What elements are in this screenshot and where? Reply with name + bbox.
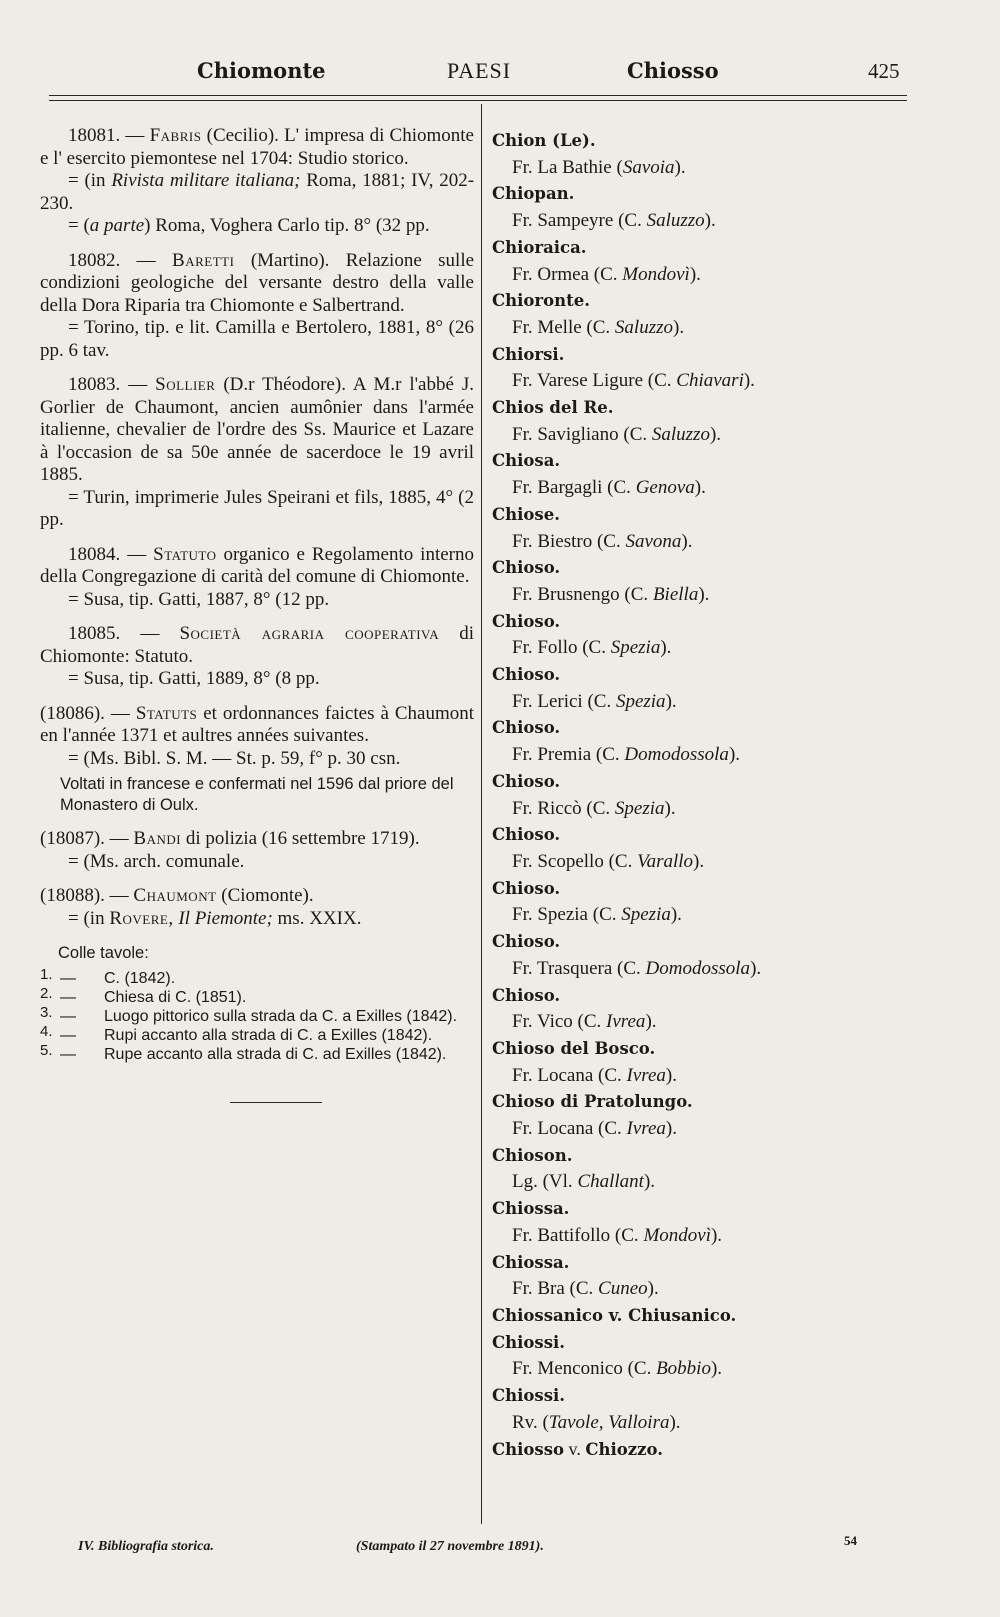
location-text: Fr. Varese Ligure (C. [512, 370, 677, 392]
plate-item: 5. — Rupe accanto alla strada di C. ad Exilles (1842). [40, 1041, 447, 1063]
location-text: Fr. Biestro (C. [512, 530, 626, 552]
location-text: Fr. Savigliano (C. [512, 423, 652, 445]
entry-text: (D.r Théodore). A M.r l'abbé J. Gorlier de Chaumont, ancien aumônier dans l'armée italienne, chevalier de l'ordre des Ss. Maurice et Lazare à l'occasion de sa 50e année de sacerdoce le 19 avril 1885. [40, 374, 474, 485]
gazetteer-location [492, 689, 912, 716]
location-text: Fr. Scopello (C. [512, 850, 638, 872]
location-close: ). [750, 957, 762, 979]
gazetteer-location [492, 1356, 912, 1383]
plate-number: 5. [40, 1041, 53, 1059]
bib-entry-18084 [40, 544, 474, 612]
location-region: Spezia [610, 637, 661, 659]
gazetteer-cross-reference [492, 1436, 912, 1464]
plate-item: 4. — Rupi accanto alla strada di C. a Exilles (1842). [40, 1022, 433, 1044]
location-text: Fr. Locana (C. [512, 1064, 627, 1086]
location-region: Biella [652, 583, 699, 605]
location-region: Savoia [622, 156, 675, 178]
bib-entry-18081 [40, 125, 474, 238]
location-region: Domodossola [624, 744, 729, 766]
entry-pub-details: Roma, 1881; IV, 202-230. [40, 170, 475, 214]
location-text: Fr. Battifollo (C. [512, 1224, 644, 1246]
entry-number: (18086). — [40, 702, 130, 724]
location-text: Fr. Locana (C. [512, 1118, 627, 1140]
location-region: Saluzzo [614, 316, 673, 338]
location-close: ). [710, 1224, 723, 1246]
plate-text: Rupe accanto alla strada di C. ad Exilles (1842). [104, 1045, 447, 1063]
entry-number: 18085. — [68, 623, 160, 644]
location-close: ). [674, 156, 686, 178]
entry-publication: = (Ms. arch. comunale. [68, 850, 245, 872]
gazetteer-location [492, 635, 912, 662]
location-close: ). [665, 1064, 677, 1086]
location-text: Fr. Bargagli (C. [512, 477, 636, 499]
location-close: ). [694, 477, 706, 499]
gazetteer-heading: Chioso. [492, 985, 561, 1005]
location-close: ). [689, 263, 701, 285]
location-region: Chiavari [676, 370, 744, 392]
location-region: Varallo [637, 850, 694, 872]
plate-number: 4. [40, 1022, 53, 1040]
gazetteer-heading: Chiossa. [492, 1252, 570, 1272]
gazetteer-heading: Chioson. [492, 1145, 573, 1165]
bib-entry-18083 [40, 374, 474, 532]
plate-text: C. (1842). [104, 969, 176, 987]
gazetteer-location [492, 582, 912, 609]
entry-number: (18088). — [40, 885, 129, 906]
location-close: ). [660, 637, 672, 659]
entry-pub-prefix: = (in [68, 170, 106, 191]
cross-ref-see: v. [564, 1439, 586, 1460]
bib-entry-18082 [40, 250, 474, 363]
entry-author: Bandi [133, 828, 182, 849]
plate-item: 3. — Luogo pittorico sulla strada da C. a Exilles (1842). [40, 1003, 458, 1025]
entry-pub-italic: a parte [89, 215, 145, 236]
location-region: Mondovì [622, 263, 690, 285]
entry-number: 18084. — [68, 543, 147, 565]
entry-author: Baretti [172, 249, 235, 271]
gazetteer-heading: Chioso. [492, 718, 561, 738]
bib-entry-18086 [40, 703, 474, 771]
entry-author: Statuto [153, 543, 217, 565]
entry-text: (Cecilio). L' impresa di Chiomonte e l' esercito piemontese nel 1704: Studio storico. [40, 125, 474, 169]
location-region: Spezia [621, 904, 671, 926]
gazetteer-location [492, 155, 912, 182]
gazetteer-location [492, 1169, 912, 1196]
plate-item: 1. — C. (1842). [40, 965, 176, 987]
gazetteer-location [492, 1009, 912, 1036]
entry-text: di polizia (16 settembre 1719). [185, 828, 420, 849]
gazetteer-location [492, 422, 912, 449]
header-rule-thick [49, 95, 907, 96]
location-region: Genova [635, 477, 695, 499]
entry-text: organico e Regolamento interno della Congregazione di carità del comune di Chiomonte. [40, 543, 474, 587]
entry-pub-author: Rovere, [109, 907, 174, 929]
gazetteer-heading: Chiossi. [492, 1332, 565, 1352]
location-region: Spezia [615, 690, 666, 712]
entry-pub-journal: Rivista militare italiana; [111, 170, 301, 191]
gazetteer-heading: Chiorsi. [492, 344, 565, 364]
entry-author: Società agraria cooperativa [179, 623, 440, 644]
footer-sheet-number: 54 [844, 1533, 857, 1548]
location-region: Saluzzo [651, 423, 710, 445]
location-text: Fr. Brusnengo (C. [512, 583, 653, 605]
location-text: Fr. Premia (C. [512, 744, 625, 766]
location-region: Bobbio [656, 1358, 711, 1380]
entry-author: Statuts [135, 702, 198, 724]
location-region: Cuneo [598, 1278, 648, 1300]
entry-pub-prefix: = ( [68, 215, 90, 236]
running-head-left: Chiomonte [197, 58, 326, 83]
gazetteer-location [492, 315, 912, 342]
entry-number: 18083. — [68, 374, 148, 395]
column-divider [481, 104, 482, 1524]
location-text: Fr. Sampeyre (C. [512, 210, 647, 232]
gazetteer-heading: Chios del Re. [492, 398, 614, 418]
end-rule [230, 1102, 322, 1103]
location-text: Fr. Vico (C. [512, 1011, 607, 1033]
header-rule-thin [49, 100, 907, 101]
entry-text: et ordonnances faictes à Chaumont en l'année 1371 et aultres années suivantes. [40, 702, 474, 746]
location-region: Ivrea [626, 1118, 666, 1140]
gazetteer-heading: Chioso. [492, 771, 561, 791]
location-text: Rv. ( [512, 1411, 549, 1433]
gazetteer-heading: Chiosa. [492, 451, 561, 471]
location-close: ). [665, 690, 677, 712]
gazetteer-heading: Chioso. [492, 665, 561, 685]
location-text: Fr. Menconico (C. [512, 1358, 657, 1380]
running-head-right: Chiosso [627, 58, 719, 83]
entry-author: Fabris [149, 125, 202, 146]
gazetteer-heading: Chiossi. [492, 1386, 565, 1406]
entry-number: 18081. — [68, 125, 145, 146]
gazetteer-heading: Chioso di Pratolungo. [492, 1092, 693, 1112]
gazetteer-location [492, 1223, 912, 1250]
plate-text: Rupi accanto alla strada di C. a Exilles (1842). [104, 1026, 433, 1044]
gazetteer-location [492, 796, 912, 823]
left-column [40, 125, 474, 1103]
cross-ref-from: Chiosso [492, 1440, 564, 1460]
location-region: Tavole, Valloira [548, 1411, 670, 1433]
location-region: Domodossola [645, 957, 751, 979]
location-text: Fr. Spezia (C. [512, 904, 622, 926]
location-text: Fr. Melle (C. [512, 316, 615, 338]
location-region: Ivrea [626, 1064, 666, 1086]
entry-number: 18082. — [68, 249, 156, 271]
location-text: Fr. Follo (C. [512, 637, 611, 659]
gazetteer-heading: Chiopan. [492, 184, 575, 204]
location-region: Saluzzo [646, 210, 705, 232]
entry-publication: = Susa, tip. Gatti, 1887, 8° (12 pp. [68, 588, 330, 610]
location-close: ). [669, 1411, 681, 1433]
plate-number: 2. [40, 984, 53, 1002]
location-region: Challant [577, 1171, 644, 1193]
location-close: ). [647, 1278, 659, 1300]
gazetteer-heading: Chioso del Bosco. [492, 1038, 656, 1058]
gazetteer-location [492, 1116, 912, 1143]
plate-number: 1. [40, 965, 53, 983]
entry-publication: = Torino, tip. e lit. Camilla e Bertolero, 1881, 8° (26 pp. 6 tav. [40, 317, 474, 361]
location-close: ). [698, 583, 710, 605]
right-column [492, 128, 912, 1464]
gazetteer-location [492, 956, 912, 983]
location-region: Savona [625, 530, 682, 552]
location-text: Fr. Bra (C. [512, 1278, 599, 1300]
entry-text: di Chiomonte: Statuto. [40, 623, 475, 667]
gazetteer-heading: Chiossanico v. Chiusanico. [492, 1305, 737, 1325]
entry-author: Chaumont [133, 885, 217, 906]
gazetteer-location [492, 742, 912, 769]
cross-ref-to: Chiozzo. [585, 1440, 663, 1460]
location-close: ). [693, 850, 705, 872]
footer-signature: IV. Bibliografia storica. [78, 1539, 214, 1554]
entry-text: (Martino). Relazione sulle condizioni geologiche del versante destro della valle della Dora Riparia tra Chiomonte e Salbertrand. [40, 249, 475, 316]
plate-text: Luogo pittorico sulla strada da C. a Exilles (1842). [104, 1007, 458, 1025]
gazetteer-heading: Chioso. [492, 825, 561, 845]
gazetteer-heading: Chioso. [492, 611, 561, 631]
plate-text: Chiesa di C. (1851). [104, 988, 247, 1006]
gazetteer-location [492, 1410, 912, 1437]
location-close: ). [710, 1358, 723, 1380]
location-region: Spezia [614, 797, 665, 819]
gazetteer-heading: Chioraica. [492, 237, 587, 257]
location-close: ). [704, 210, 716, 232]
gazetteer-heading: Chioso. [492, 558, 561, 578]
gazetteer-heading: Chiose. [492, 504, 560, 524]
location-text: Fr. Lerici (C. [512, 690, 616, 712]
entry-number: (18087). — [40, 828, 129, 849]
entry-publication: = (Ms. Bibl. S. M. — St. p. 59, f° p. 30 csn. [68, 747, 401, 769]
entry-text: (Ciomonte). [221, 885, 314, 906]
footer-print-date: (Stampato il 27 novembre 1891). [356, 1539, 544, 1554]
location-close: ). [681, 530, 693, 552]
location-text: Fr. Riccò (C. [512, 797, 615, 819]
location-close: ). [709, 423, 722, 445]
gazetteer-location [492, 368, 912, 395]
location-close: ). [664, 797, 676, 819]
gazetteer-heading: Chioso. [492, 878, 561, 898]
running-head-center: PAESI [447, 58, 512, 83]
entry-pub-details: ms. XXIX. [277, 907, 362, 929]
bib-entry-18088 [40, 885, 474, 930]
location-region: Ivrea [606, 1011, 646, 1033]
entry-publication: = Turin, imprimerie Jules Speirani et fils, 1885, 4° (2 pp. [40, 486, 474, 530]
gazetteer-location [492, 475, 912, 502]
location-close: ). [643, 1171, 656, 1193]
entry-pub-prefix: = (in [68, 907, 105, 929]
gazetteer-location [492, 262, 912, 289]
gazetteer-location [492, 902, 912, 929]
plate-item: 2. — Chiesa di C. (1851). [40, 984, 247, 1006]
location-text: Fr. La Bathie ( [512, 156, 623, 178]
gazetteer-location [492, 529, 912, 556]
gazetteer-location [492, 1276, 912, 1303]
location-text: Fr. Ormea (C. [512, 263, 623, 285]
plates-heading: Colle tavole: [58, 944, 149, 962]
location-close: ). [665, 1118, 677, 1140]
location-close: ). [670, 904, 682, 926]
bib-entry-18085 [40, 623, 474, 691]
gazetteer-heading: Chioronte. [492, 291, 590, 311]
entry-pub-details: ) Roma, Voghera Carlo tip. 8° (32 pp. [144, 215, 430, 236]
gazetteer-location [492, 1063, 912, 1090]
gazetteer-heading: Chiossa. [492, 1199, 570, 1219]
page-number: 425 [868, 59, 900, 83]
plate-number: 3. [40, 1003, 53, 1021]
gazetteer-heading: Chion (Le). [492, 131, 596, 150]
gazetteer-heading: Chioso. [492, 932, 561, 952]
gazetteer-location [492, 849, 912, 876]
bib-entry-18087 [40, 828, 474, 873]
location-close: ). [728, 744, 741, 766]
location-close: ). [743, 370, 755, 392]
location-close: ). [645, 1011, 657, 1033]
location-region: Mondovì [643, 1224, 711, 1246]
gazetteer-location [492, 208, 912, 235]
location-close: ). [673, 316, 685, 338]
location-text: Fr. Trasquera (C. [512, 957, 646, 979]
location-text: Lg. (Vl. [512, 1171, 578, 1193]
entry-note: Voltati in francese e confermati nel 1596 dal priore del Monastero di Oulx. [60, 775, 454, 814]
entry-publication: = Susa, tip. Gatti, 1889, 8° (8 pp. [68, 668, 320, 689]
entry-pub-title: Il Piemonte; [178, 907, 273, 929]
entry-author: Sollier [155, 374, 216, 395]
